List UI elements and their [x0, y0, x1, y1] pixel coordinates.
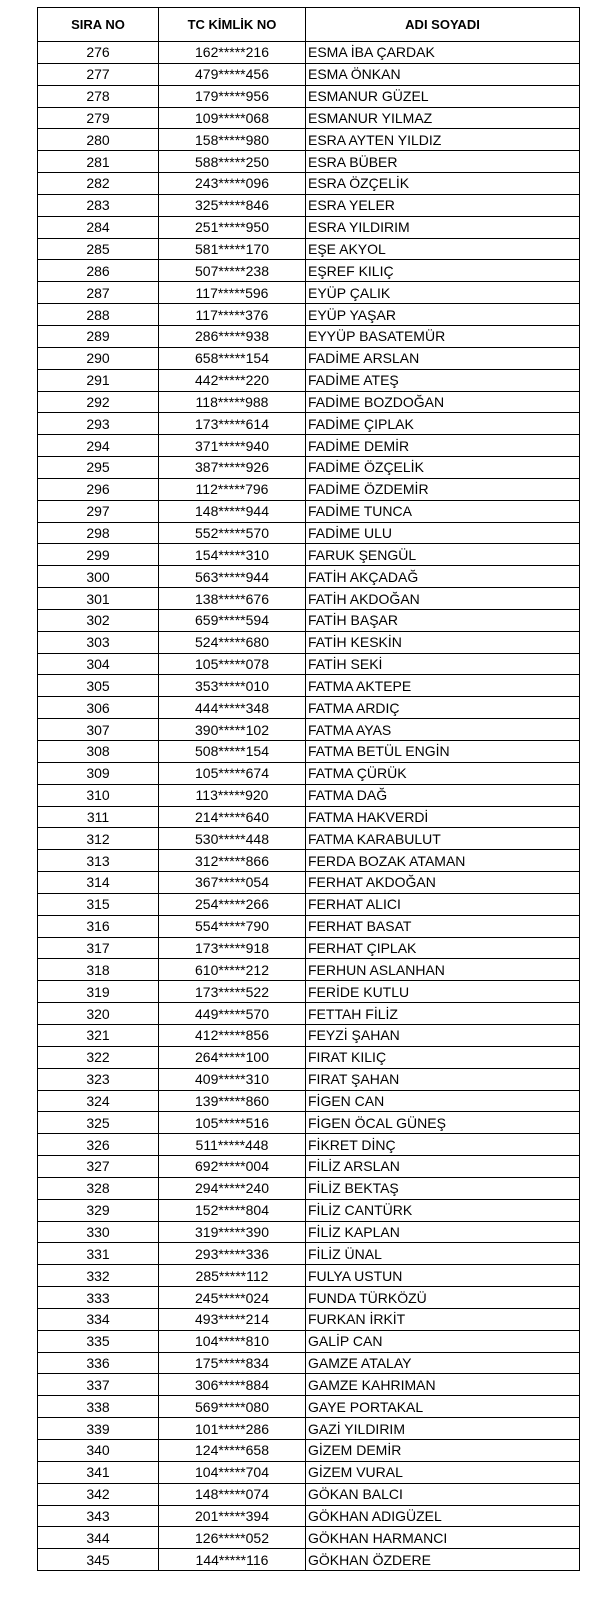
sira-no-cell: 337 [38, 1374, 159, 1396]
table-row [38, 1352, 580, 1374]
tc-kimlik-no-cell: 154*****310 [159, 544, 306, 566]
table-row [38, 457, 580, 479]
table-row [38, 1177, 580, 1199]
sira-no-cell: 300 [38, 566, 159, 588]
sira-no-cell: 298 [38, 522, 159, 544]
tc-kimlik-no-cell: 105*****674 [159, 762, 306, 784]
sira-no-cell: 340 [38, 1440, 159, 1462]
tc-kimlik-no-cell: 552*****570 [159, 522, 306, 544]
adi-soyadi-cell: FIRAT ŞAHAN [306, 1068, 580, 1090]
sira-no-cell: 336 [38, 1352, 159, 1374]
adi-soyadi-cell: FATMA DAĞ [306, 784, 580, 806]
table-row [38, 304, 580, 326]
tc-kimlik-no-cell: 319*****390 [159, 1221, 306, 1243]
adi-soyadi-cell: FERHAT ÇIPLAK [306, 937, 580, 959]
tc-kimlik-no-cell: 581*****170 [159, 238, 306, 260]
adi-soyadi-cell: FATİH KESKİN [306, 631, 580, 653]
adi-soyadi-cell: FİLİZ BEKTAŞ [306, 1177, 580, 1199]
sira-no-cell: 286 [38, 260, 159, 282]
sira-no-cell: 308 [38, 741, 159, 763]
sira-no-cell: 287 [38, 282, 159, 304]
adi-soyadi-cell: ESRA YILDIRIM [306, 216, 580, 238]
tc-kimlik-no-cell: 243*****096 [159, 173, 306, 195]
adi-soyadi-cell: FATMA AKTEPE [306, 675, 580, 697]
tc-kimlik-no-cell: 444*****348 [159, 697, 306, 719]
table-row [38, 1134, 580, 1156]
sira-no-cell: 278 [38, 85, 159, 107]
sira-no-cell: 297 [38, 500, 159, 522]
adi-soyadi-cell: FERHAT BASAT [306, 915, 580, 937]
adi-soyadi-cell: FİLİZ ÜNAL [306, 1243, 580, 1265]
table-row [38, 806, 580, 828]
tc-kimlik-no-cell: 285*****112 [159, 1265, 306, 1287]
table-row [38, 151, 580, 173]
sira-no-cell: 290 [38, 347, 159, 369]
sira-no-cell: 319 [38, 981, 159, 1003]
table-row [38, 1024, 580, 1046]
tc-kimlik-no-cell: 306*****884 [159, 1374, 306, 1396]
tc-kimlik-no-cell: 173*****614 [159, 413, 306, 435]
adi-soyadi-cell: FULYA USTUN [306, 1265, 580, 1287]
sira-no-cell: 285 [38, 238, 159, 260]
tc-kimlik-no-cell: 148*****074 [159, 1483, 306, 1505]
sira-no-cell: 288 [38, 304, 159, 326]
adi-soyadi-cell: FİLİZ ARSLAN [306, 1156, 580, 1178]
tc-kimlik-no-cell: 286*****938 [159, 325, 306, 347]
tc-kimlik-no-cell: 152*****804 [159, 1199, 306, 1221]
adi-soyadi-cell: FIRAT KILIÇ [306, 1046, 580, 1068]
sira-no-cell: 333 [38, 1287, 159, 1309]
tc-kimlik-no-cell: 264*****100 [159, 1046, 306, 1068]
table-row [38, 216, 580, 238]
adi-soyadi-cell: FADİME ARSLAN [306, 347, 580, 369]
adi-soyadi-cell: GALİP CAN [306, 1330, 580, 1352]
table-row [38, 915, 580, 937]
sira-no-cell: 317 [38, 937, 159, 959]
sira-no-cell: 315 [38, 893, 159, 915]
table-row [38, 1003, 580, 1025]
adi-soyadi-cell: FATMA ÇÜRÜK [306, 762, 580, 784]
adi-soyadi-cell: ESMA ÖNKAN [306, 63, 580, 85]
adi-soyadi-cell: FERİDE KUTLU [306, 981, 580, 1003]
tc-kimlik-no-cell: 113*****920 [159, 784, 306, 806]
table-row [38, 828, 580, 850]
table-body [38, 42, 580, 1571]
table-row [38, 937, 580, 959]
table-row [38, 1440, 580, 1462]
adi-soyadi-cell: GAZİ YILDIRIM [306, 1418, 580, 1440]
sira-no-cell: 329 [38, 1199, 159, 1221]
table-row [38, 107, 580, 129]
tc-kimlik-no-cell: 524*****680 [159, 631, 306, 653]
sira-no-cell: 303 [38, 631, 159, 653]
table-row [38, 85, 580, 107]
tc-kimlik-no-cell: 126*****052 [159, 1527, 306, 1549]
sira-no-cell: 301 [38, 588, 159, 610]
tc-kimlik-no-cell: 530*****448 [159, 828, 306, 850]
adi-soyadi-cell: FADİME ATEŞ [306, 369, 580, 391]
tc-kimlik-no-cell: 139*****860 [159, 1090, 306, 1112]
tc-kimlik-no-cell: 563*****944 [159, 566, 306, 588]
sira-no-cell: 341 [38, 1461, 159, 1483]
sira-no-cell: 311 [38, 806, 159, 828]
tc-kimlik-no-cell: 659*****594 [159, 609, 306, 631]
table-row [38, 413, 580, 435]
sira-no-cell: 338 [38, 1396, 159, 1418]
tc-kimlik-no-cell: 173*****522 [159, 981, 306, 1003]
table-row [38, 282, 580, 304]
sira-no-cell: 282 [38, 173, 159, 195]
tc-kimlik-no-cell: 493*****214 [159, 1308, 306, 1330]
adi-soyadi-cell: GİZEM VURAL [306, 1461, 580, 1483]
table-row [38, 719, 580, 741]
table-row [38, 1112, 580, 1134]
sira-no-cell: 304 [38, 653, 159, 675]
tc-kimlik-no-cell: 508*****154 [159, 741, 306, 763]
tc-kimlik-no-cell: 144*****116 [159, 1549, 306, 1571]
table-row [38, 544, 580, 566]
adi-soyadi-cell: FADİME ÖZÇELİK [306, 457, 580, 479]
table-row [38, 1461, 580, 1483]
adi-soyadi-cell: ESMA İBA ÇARDAK [306, 42, 580, 64]
tc-kimlik-no-cell: 254*****266 [159, 893, 306, 915]
sira-no-cell: 326 [38, 1134, 159, 1156]
table-row [38, 1396, 580, 1418]
adi-soyadi-cell: FİLİZ KAPLAN [306, 1221, 580, 1243]
sira-no-cell: 283 [38, 194, 159, 216]
table-row [38, 872, 580, 894]
table-row [38, 129, 580, 151]
tc-kimlik-no-cell: 293*****336 [159, 1243, 306, 1265]
tc-kimlik-no-cell: 251*****950 [159, 216, 306, 238]
adi-soyadi-cell: FUNDA TÜRKÖZÜ [306, 1287, 580, 1309]
sira-no-cell: 334 [38, 1308, 159, 1330]
tc-kimlik-no-cell: 201*****394 [159, 1505, 306, 1527]
adi-soyadi-cell: FERDA BOZAK ATAMAN [306, 850, 580, 872]
tc-kimlik-no-cell: 138*****676 [159, 588, 306, 610]
sira-no-cell: 339 [38, 1418, 159, 1440]
sira-no-cell: 292 [38, 391, 159, 413]
adi-soyadi-cell: FERHUN ASLANHAN [306, 959, 580, 981]
adi-soyadi-cell: FERHAT AKDOĞAN [306, 872, 580, 894]
table-row [38, 1156, 580, 1178]
table-row [38, 1549, 580, 1571]
adi-soyadi-cell: FADİME ÇIPLAK [306, 413, 580, 435]
tc-kimlik-no-cell: 117*****596 [159, 282, 306, 304]
adi-soyadi-cell: FADİME DEMİR [306, 435, 580, 457]
adi-soyadi-cell: EYYÜP BASATEMÜR [306, 325, 580, 347]
sira-no-cell: 280 [38, 129, 159, 151]
tc-kimlik-no-cell: 104*****704 [159, 1461, 306, 1483]
sira-no-cell: 306 [38, 697, 159, 719]
sira-no-cell: 343 [38, 1505, 159, 1527]
sira-no-cell: 276 [38, 42, 159, 64]
tc-kimlik-no-cell: 367*****054 [159, 872, 306, 894]
sira-no-cell: 313 [38, 850, 159, 872]
adi-soyadi-cell: FADİME TUNCA [306, 500, 580, 522]
adi-soyadi-cell: FATİH BAŞAR [306, 609, 580, 631]
table-row [38, 369, 580, 391]
adi-soyadi-cell: FADİME ULU [306, 522, 580, 544]
sira-no-cell: 325 [38, 1112, 159, 1134]
table-row [38, 500, 580, 522]
table-row [38, 1243, 580, 1265]
table-row [38, 1418, 580, 1440]
adi-soyadi-cell: ESMANUR GÜZEL [306, 85, 580, 107]
tc-kimlik-no-cell: 112*****796 [159, 478, 306, 500]
adi-soyadi-cell: FİGEN ÖCAL GÜNEŞ [306, 1112, 580, 1134]
table-row [38, 981, 580, 1003]
sira-no-cell: 296 [38, 478, 159, 500]
sira-no-cell: 314 [38, 872, 159, 894]
adi-soyadi-cell: FATMA KARABULUT [306, 828, 580, 850]
tc-kimlik-no-cell: 101*****286 [159, 1418, 306, 1440]
sira-no-cell: 327 [38, 1156, 159, 1178]
table-row [38, 194, 580, 216]
tc-kimlik-no-cell: 124*****658 [159, 1440, 306, 1462]
adi-soyadi-cell: ESRA YELER [306, 194, 580, 216]
table-row [38, 435, 580, 457]
tc-kimlik-no-cell: 325*****846 [159, 194, 306, 216]
header-adi-soyadi: ADI SOYADI [306, 8, 580, 42]
table-row [38, 1068, 580, 1090]
table-row [38, 675, 580, 697]
tc-kimlik-no-cell: 569*****080 [159, 1396, 306, 1418]
sira-no-cell: 332 [38, 1265, 159, 1287]
sira-no-cell: 309 [38, 762, 159, 784]
adi-soyadi-cell: FİLİZ CANTÜRK [306, 1199, 580, 1221]
table-row [38, 1330, 580, 1352]
sira-no-cell: 281 [38, 151, 159, 173]
sira-no-cell: 305 [38, 675, 159, 697]
tc-kimlik-no-cell: 610*****212 [159, 959, 306, 981]
tc-kimlik-no-cell: 554*****790 [159, 915, 306, 937]
table-row [38, 1374, 580, 1396]
sira-no-cell: 299 [38, 544, 159, 566]
tc-kimlik-no-cell: 588*****250 [159, 151, 306, 173]
adi-soyadi-cell: GİZEM DEMİR [306, 1440, 580, 1462]
sira-no-cell: 335 [38, 1330, 159, 1352]
table-row [38, 850, 580, 872]
sira-no-cell: 330 [38, 1221, 159, 1243]
tc-kimlik-no-cell: 294*****240 [159, 1177, 306, 1199]
table-row [38, 1527, 580, 1549]
sira-no-cell: 320 [38, 1003, 159, 1025]
adi-soyadi-cell: FATMA BETÜL ENGİN [306, 741, 580, 763]
adi-soyadi-cell: FADİME ÖZDEMİR [306, 478, 580, 500]
header-sira-no: SIRA NO [38, 8, 159, 42]
tc-kimlik-no-cell: 449*****570 [159, 1003, 306, 1025]
tc-kimlik-no-cell: 507*****238 [159, 260, 306, 282]
adi-soyadi-cell: FADİME BOZDOĞAN [306, 391, 580, 413]
table-row [38, 238, 580, 260]
sira-no-cell: 331 [38, 1243, 159, 1265]
sira-no-cell: 321 [38, 1024, 159, 1046]
table-row [38, 741, 580, 763]
table-row [38, 173, 580, 195]
table-row [38, 391, 580, 413]
adi-soyadi-cell: FİGEN CAN [306, 1090, 580, 1112]
sira-no-cell: 324 [38, 1090, 159, 1112]
sira-no-cell: 342 [38, 1483, 159, 1505]
sira-no-cell: 277 [38, 63, 159, 85]
adi-soyadi-cell: EYÜP ÇALIK [306, 282, 580, 304]
table-row [38, 325, 580, 347]
table-row [38, 959, 580, 981]
table-row [38, 566, 580, 588]
adi-soyadi-cell: GÖKAN BALCI [306, 1483, 580, 1505]
table-row [38, 1308, 580, 1330]
table-row [38, 1221, 580, 1243]
tc-kimlik-no-cell: 162*****216 [159, 42, 306, 64]
sira-no-cell: 295 [38, 457, 159, 479]
adi-soyadi-cell: ESRA AYTEN YILDIZ [306, 129, 580, 151]
tc-kimlik-no-cell: 158*****980 [159, 129, 306, 151]
sira-no-cell: 310 [38, 784, 159, 806]
sira-no-cell: 345 [38, 1549, 159, 1571]
adi-soyadi-cell: FATMA AYAS [306, 719, 580, 741]
sira-no-cell: 323 [38, 1068, 159, 1090]
table-row [38, 588, 580, 610]
sira-no-cell: 318 [38, 959, 159, 981]
table-row [38, 347, 580, 369]
tc-kimlik-no-cell: 353*****010 [159, 675, 306, 697]
roster-table [37, 7, 580, 1571]
tc-kimlik-no-cell: 658*****154 [159, 347, 306, 369]
table-row [38, 653, 580, 675]
table-row [38, 63, 580, 85]
adi-soyadi-cell: GAMZE ATALAY [306, 1352, 580, 1374]
sira-no-cell: 294 [38, 435, 159, 457]
tc-kimlik-no-cell: 511*****448 [159, 1134, 306, 1156]
adi-soyadi-cell: ESRA ÖZÇELİK [306, 173, 580, 195]
table-row [38, 260, 580, 282]
adi-soyadi-cell: FEYZİ ŞAHAN [306, 1024, 580, 1046]
sira-no-cell: 289 [38, 325, 159, 347]
table-row [38, 631, 580, 653]
adi-soyadi-cell: FURKAN İRKİT [306, 1308, 580, 1330]
adi-soyadi-cell: EŞREF KILIÇ [306, 260, 580, 282]
header-row [38, 8, 580, 42]
adi-soyadi-cell: ESRA BÜBER [306, 151, 580, 173]
tc-kimlik-no-cell: 148*****944 [159, 500, 306, 522]
tc-kimlik-no-cell: 479*****456 [159, 63, 306, 85]
tc-kimlik-no-cell: 442*****220 [159, 369, 306, 391]
sira-no-cell: 284 [38, 216, 159, 238]
tc-kimlik-no-cell: 175*****834 [159, 1352, 306, 1374]
table-row [38, 1505, 580, 1527]
tc-kimlik-no-cell: 412*****856 [159, 1024, 306, 1046]
table-row [38, 697, 580, 719]
adi-soyadi-cell: GÖKHAN HARMANCI [306, 1527, 580, 1549]
tc-kimlik-no-cell: 245*****024 [159, 1287, 306, 1309]
adi-soyadi-cell: GÖKHAN ÖZDERE [306, 1549, 580, 1571]
table-row [38, 1046, 580, 1068]
sira-no-cell: 312 [38, 828, 159, 850]
adi-soyadi-cell: GAYE PORTAKAL [306, 1396, 580, 1418]
tc-kimlik-no-cell: 409*****310 [159, 1068, 306, 1090]
adi-soyadi-cell: FATİH SEKİ [306, 653, 580, 675]
table-row [38, 762, 580, 784]
adi-soyadi-cell: EYÜP YAŞAR [306, 304, 580, 326]
adi-soyadi-cell: ESMANUR YILMAZ [306, 107, 580, 129]
adi-soyadi-cell: GÖKHAN ADIGÜZEL [306, 1505, 580, 1527]
table-row [38, 1199, 580, 1221]
sira-no-cell: 316 [38, 915, 159, 937]
table-row [38, 1265, 580, 1287]
adi-soyadi-cell: EŞE AKYOL [306, 238, 580, 260]
table-row [38, 893, 580, 915]
tc-kimlik-no-cell: 692*****004 [159, 1156, 306, 1178]
sira-no-cell: 307 [38, 719, 159, 741]
header-tc-kimlik-no: TC KİMLİK NO [159, 8, 306, 42]
sira-no-cell: 328 [38, 1177, 159, 1199]
tc-kimlik-no-cell: 105*****078 [159, 653, 306, 675]
table-row [38, 609, 580, 631]
sira-no-cell: 279 [38, 107, 159, 129]
sira-no-cell: 344 [38, 1527, 159, 1549]
table-row [38, 1090, 580, 1112]
tc-kimlik-no-cell: 390*****102 [159, 719, 306, 741]
adi-soyadi-cell: FARUK ŞENGÜL [306, 544, 580, 566]
tc-kimlik-no-cell: 104*****810 [159, 1330, 306, 1352]
adi-soyadi-cell: FİKRET DİNÇ [306, 1134, 580, 1156]
adi-soyadi-cell: FATMA HAKVERDİ [306, 806, 580, 828]
table-row [38, 478, 580, 500]
tc-kimlik-no-cell: 109*****068 [159, 107, 306, 129]
table-row [38, 522, 580, 544]
sira-no-cell: 291 [38, 369, 159, 391]
tc-kimlik-no-cell: 173*****918 [159, 937, 306, 959]
sira-no-cell: 302 [38, 609, 159, 631]
adi-soyadi-cell: GAMZE KAHRIMAN [306, 1374, 580, 1396]
tc-kimlik-no-cell: 117*****376 [159, 304, 306, 326]
adi-soyadi-cell: FATİH AKÇADAĞ [306, 566, 580, 588]
adi-soyadi-cell: FATMA ARDIÇ [306, 697, 580, 719]
sira-no-cell: 322 [38, 1046, 159, 1068]
adi-soyadi-cell: FERHAT ALICI [306, 893, 580, 915]
tc-kimlik-no-cell: 179*****956 [159, 85, 306, 107]
tc-kimlik-no-cell: 105*****516 [159, 1112, 306, 1134]
tc-kimlik-no-cell: 387*****926 [159, 457, 306, 479]
table-row [38, 1287, 580, 1309]
tc-kimlik-no-cell: 371*****940 [159, 435, 306, 457]
adi-soyadi-cell: FATİH AKDOĞAN [306, 588, 580, 610]
sira-no-cell: 293 [38, 413, 159, 435]
table-row [38, 1483, 580, 1505]
table-row [38, 42, 580, 64]
tc-kimlik-no-cell: 118*****988 [159, 391, 306, 413]
table-header [38, 8, 580, 42]
tc-kimlik-no-cell: 214*****640 [159, 806, 306, 828]
table-row [38, 784, 580, 806]
tc-kimlik-no-cell: 312*****866 [159, 850, 306, 872]
adi-soyadi-cell: FETTAH FİLİZ [306, 1003, 580, 1025]
